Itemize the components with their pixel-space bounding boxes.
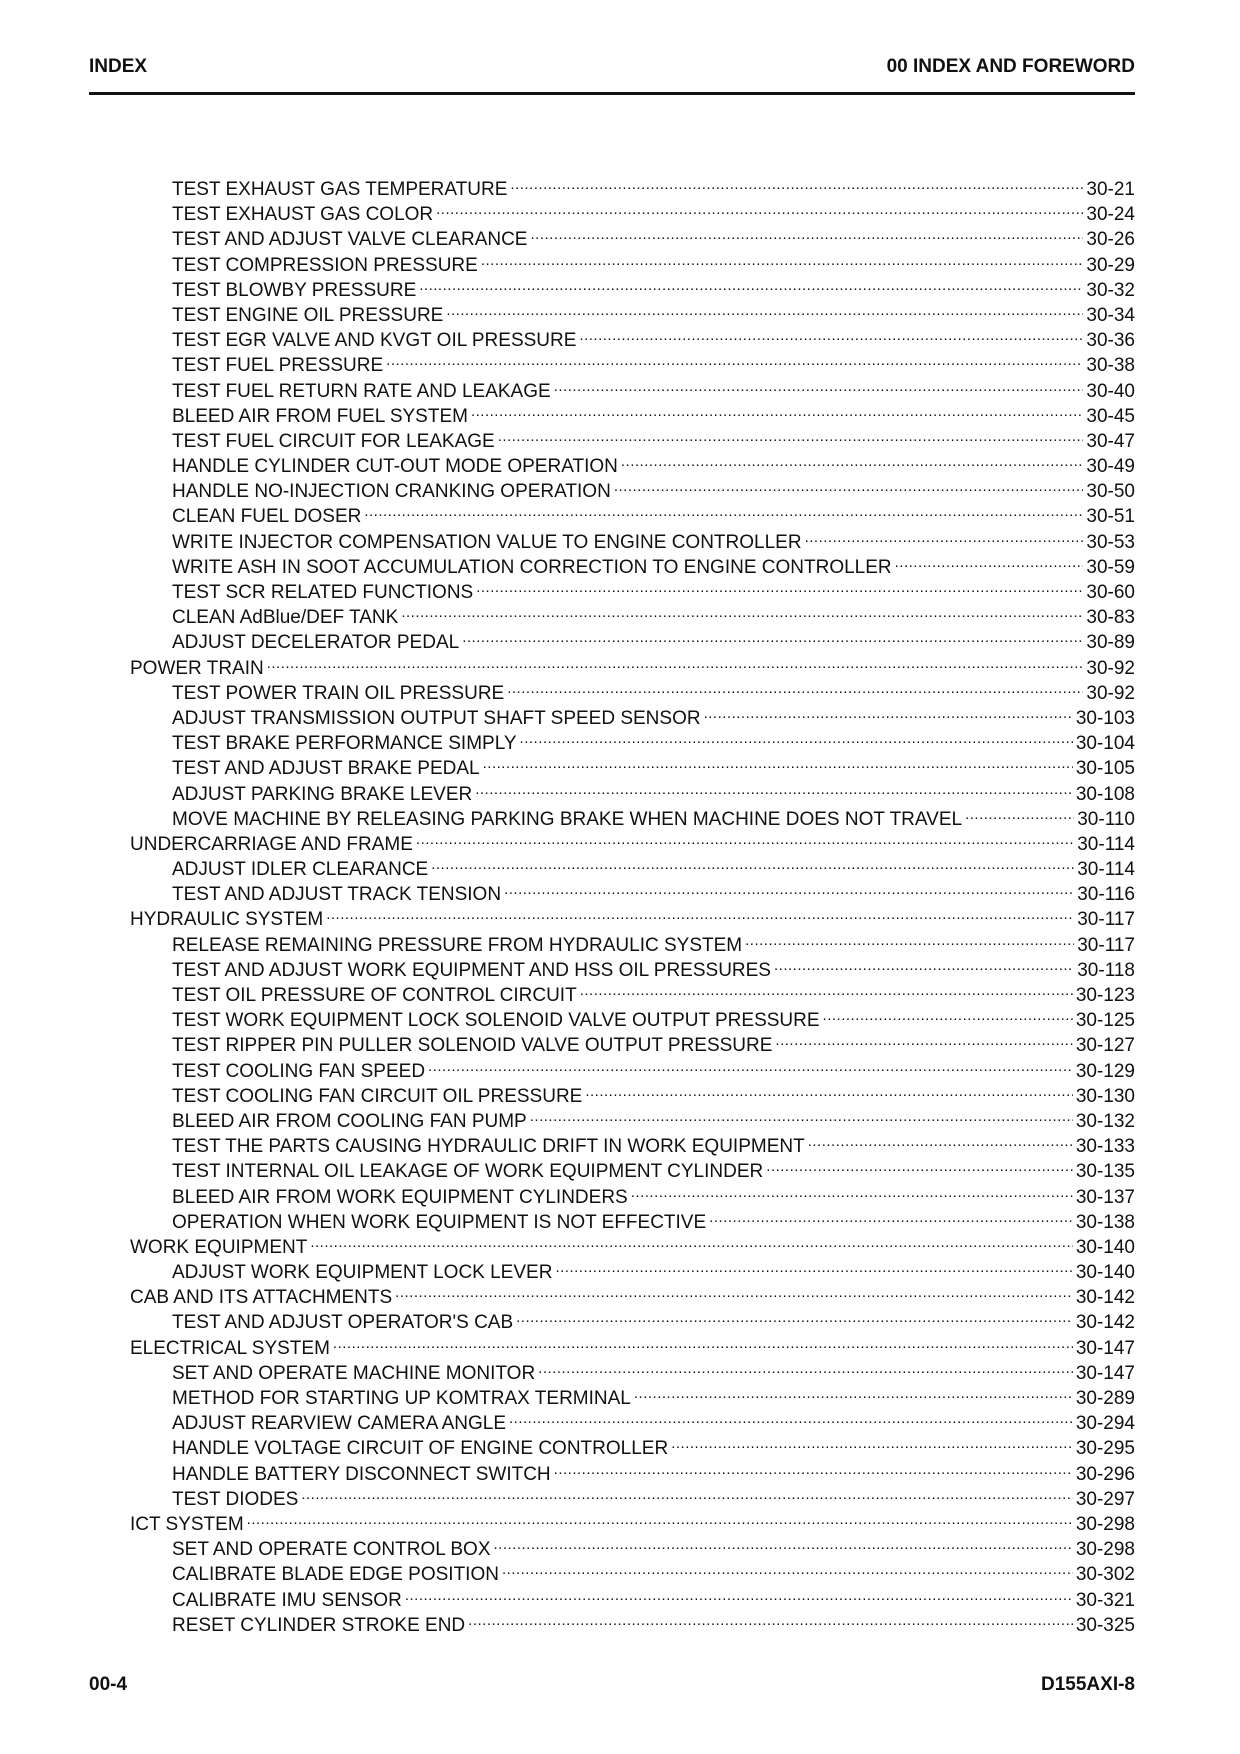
toc-dot-leader <box>401 598 1083 623</box>
toc-entry-title: HANDLE VOLTAGE CIRCUIT OF ENGINE CONTROLLER <box>172 1438 669 1460</box>
toc-entry-page: 30-123 <box>1075 985 1135 1006</box>
toc-entry-page: 30-92 <box>1086 682 1135 704</box>
toc-entry-title: CAB AND ITS ATTACHMENTS <box>130 1287 393 1309</box>
toc-entry-page: 30-289 <box>1075 1388 1135 1409</box>
toc-entry-title: CALIBRATE BLADE EDGE POSITION <box>172 1564 499 1586</box>
toc-entry-page: 30-296 <box>1075 1463 1135 1485</box>
toc-entry-title: TEST AND ADJUST TRACK TENSION <box>172 884 502 906</box>
toc-entry-title: TEST COOLING FAN SPEED <box>172 1060 426 1082</box>
toc-entry-page: 30-40 <box>1086 380 1135 402</box>
toc-entry-page: 30-21 <box>1086 179 1135 200</box>
toc-entry-title: TEST ENGINE OIL PRESSURE <box>172 304 444 326</box>
toc-entry-title: POWER TRAIN <box>130 657 264 679</box>
toc-dot-leader <box>267 649 1084 674</box>
toc-dot-leader <box>895 548 1084 573</box>
toc-entry-title: TEST EGR VALVE AND KVGT OIL PRESSURE <box>172 330 577 352</box>
toc-entry-title: HYDRAULIC SYSTEM <box>130 909 324 931</box>
toc-entry-page: 30-114 <box>1077 833 1135 855</box>
toc-entry-page: 30-92 <box>1086 657 1135 679</box>
toc-entry-title: UNDERCARRIAGE AND FRAME <box>130 833 413 855</box>
toc-entry-title: METHOD FOR STARTING UP KOMTRAX TERMINAL <box>172 1388 631 1409</box>
toc-entry-title: TEST OIL PRESSURE OF CONTROL CIRCUIT <box>172 985 577 1006</box>
toc-dot-leader <box>247 1505 1073 1530</box>
toc-entry-title: MOVE MACHINE BY RELEASING PARKING BRAKE WHEN MACHINE DOES NOT TRAVEL <box>172 808 963 830</box>
toc-entry-page: 30-60 <box>1086 582 1135 603</box>
toc-dot-leader <box>704 699 1073 724</box>
toc-entry-page: 30-133 <box>1075 1136 1135 1158</box>
toc-entry-page: 30-49 <box>1086 456 1135 478</box>
toc-entry-title: CLEAN AdBlue/DEF TANK <box>172 607 399 629</box>
toc-entry-title: TEST AND ADJUST WORK EQUIPMENT AND HSS OIL PRESSURES <box>172 959 771 981</box>
toc-entry-title: OPERATION WHEN WORK EQUIPMENT IS NOT EFFECTIVE <box>172 1211 707 1233</box>
toc-entry-title: HANDLE BATTERY DISCONNECT SWITCH <box>172 1463 551 1485</box>
toc-entry-title: TEST SCR RELATED FUNCTIONS <box>172 582 474 603</box>
toc-entry-page: 30-29 <box>1086 254 1135 276</box>
toc-entry-title: RESET CYLINDER STROKE END <box>172 1614 466 1636</box>
toc-entry-title: TEST COMPRESSION PRESSURE <box>172 254 478 276</box>
toc-entry-page: 30-127 <box>1075 1035 1135 1057</box>
toc-entry-page: 30-321 <box>1075 1589 1135 1611</box>
toc-entry-title: TEST EXHAUST GAS COLOR <box>172 204 434 226</box>
toc-entry-title: TEST AND ADJUST BRAKE PEDAL <box>172 758 480 780</box>
toc-entry-title: TEST POWER TRAIN OIL PRESSURE <box>172 682 505 704</box>
toc-dot-leader <box>554 1455 1073 1480</box>
toc-entry-page: 30-295 <box>1075 1438 1135 1460</box>
toc-entry-page: 30-24 <box>1086 204 1135 226</box>
toc-dot-leader <box>483 749 1073 774</box>
toc-entry-page: 30-103 <box>1075 707 1135 729</box>
toc-entry-title: TEST COOLING FAN CIRCUIT OIL PRESSURE <box>172 1085 583 1107</box>
toc-entry-title: ADJUST IDLER CLEARANCE <box>172 859 429 881</box>
toc-entry-title: SET AND OPERATE CONTROL BOX <box>172 1539 491 1561</box>
toc-dot-leader <box>774 951 1074 976</box>
toc-entry-page: 30-83 <box>1086 607 1135 629</box>
toc-entry-page: 30-140 <box>1075 1236 1135 1258</box>
toc-entry-title: BLEED AIR FROM FUEL SYSTEM <box>172 405 468 427</box>
toc-entry-title: CALIBRATE IMU SENSOR <box>172 1589 402 1611</box>
toc-entry-page: 30-125 <box>1075 1010 1135 1032</box>
toc-dot-leader <box>510 170 1083 195</box>
toc-entry-page: 30-297 <box>1075 1488 1135 1510</box>
toc-entry-title: SET AND OPERATE MACHINE MONITOR <box>172 1362 536 1384</box>
toc-dot-leader <box>507 674 1083 699</box>
toc-dot-leader <box>614 472 1084 497</box>
toc-dot-leader <box>965 800 1074 825</box>
toc-entry-title: TEST INTERNAL OIL LEAKAGE OF WORK EQUIPMENT CYLINDER <box>172 1161 764 1183</box>
toc-dot-leader <box>462 623 1083 648</box>
toc-dot-leader <box>805 523 1084 548</box>
toc-entry-title: ADJUST DECELERATOR PEDAL <box>172 632 460 654</box>
toc-entry-title: TEST RIPPER PIN PULLER SOLENOID VALVE OUTPUT PRESSURE <box>172 1035 773 1057</box>
toc-dot-leader <box>333 1329 1073 1354</box>
toc-entry-title: TEST BLOWBY PRESSURE <box>172 279 417 301</box>
toc-dot-leader <box>364 497 1083 522</box>
toc-entry-title: ELECTRICAL SYSTEM <box>130 1337 330 1359</box>
toc-dot-leader <box>428 1052 1073 1077</box>
toc-entry-title: ADJUST REARVIEW CAMERA ANGLE <box>172 1413 506 1435</box>
toc-section-entry[interactable] <box>130 649 1135 679</box>
toc-dot-leader <box>301 1480 1072 1505</box>
toc-dot-leader <box>504 875 1074 900</box>
toc-dot-leader <box>579 321 1083 346</box>
toc-entry-title: WRITE INJECTOR COMPENSATION VALUE TO ENGINE CONTROLLER <box>172 531 802 553</box>
toc-dot-leader <box>621 447 1084 472</box>
toc-entry-page: 30-26 <box>1086 229 1135 251</box>
header-section-label: INDEX <box>89 56 148 77</box>
toc-dot-leader <box>520 724 1073 749</box>
toc-entry-page: 30-129 <box>1075 1060 1135 1082</box>
toc-dot-leader <box>530 220 1083 245</box>
toc-entry-page: 30-142 <box>1075 1312 1135 1334</box>
toc-entry-title: TEST WORK EQUIPMENT LOCK SOLENOID VALVE OUTPUT PRESSURE <box>172 1010 820 1032</box>
toc-dot-leader <box>476 573 1083 598</box>
page-number: 00-4 <box>89 1674 128 1695</box>
toc-dot-leader <box>745 926 1074 951</box>
toc-dot-leader <box>671 1429 1073 1454</box>
toc-entry-title: HANDLE CYLINDER CUT-OUT MODE OPERATION <box>172 456 618 478</box>
toc-entry-page: 30-118 <box>1077 959 1135 981</box>
toc-entry-page: 30-137 <box>1075 1186 1135 1208</box>
toc-entry-page: 30-142 <box>1075 1287 1135 1309</box>
toc-dot-leader <box>775 1026 1072 1051</box>
model-code: D155AXI-8 <box>1041 1674 1135 1695</box>
toc-dot-leader <box>554 372 1084 397</box>
toc-entry-page: 30-59 <box>1086 556 1135 578</box>
toc-entry-page: 30-325 <box>1075 1614 1135 1636</box>
toc-entry-title: RELEASE REMAINING PRESSURE FROM HYDRAULIC SYSTEM <box>172 934 743 956</box>
toc-dot-leader <box>471 397 1083 422</box>
toc-entry-title: TEST BRAKE PERFORMANCE SIMPLY <box>172 733 517 755</box>
toc-dot-leader <box>631 1178 1073 1203</box>
toc-entry-page: 30-36 <box>1086 330 1135 352</box>
toc-entry-page: 30-116 <box>1077 884 1135 906</box>
toc-entry-page: 30-108 <box>1075 783 1135 805</box>
table-of-contents <box>130 170 1135 1636</box>
toc-entry-page: 30-298 <box>1075 1539 1135 1561</box>
toc-entry-page: 30-45 <box>1086 405 1135 427</box>
toc-entry-page: 30-34 <box>1086 304 1135 326</box>
toc-entry-page: 30-38 <box>1086 355 1135 377</box>
toc-entry-title: WORK EQUIPMENT <box>130 1236 308 1258</box>
toc-entry-title: ADJUST TRANSMISSION OUTPUT SHAFT SPEED SENSOR <box>172 707 701 729</box>
toc-dot-leader <box>516 1303 1073 1328</box>
toc-section-entry[interactable] <box>130 1505 1135 1535</box>
toc-entry-page: 30-51 <box>1086 506 1135 528</box>
toc-subentry[interactable] <box>130 170 1135 200</box>
toc-entry-page: 30-104 <box>1075 733 1135 755</box>
toc-dot-leader <box>386 346 1083 371</box>
toc-entry-title: BLEED AIR FROM WORK EQUIPMENT CYLINDERS <box>172 1186 628 1208</box>
toc-dot-leader <box>310 1228 1072 1253</box>
toc-dot-leader <box>405 1581 1073 1606</box>
page-header <box>89 56 1135 95</box>
toc-dot-leader <box>502 1555 1073 1580</box>
toc-entry-page: 30-117 <box>1077 909 1135 931</box>
toc-entry-title: HANDLE NO-INJECTION CRANKING OPERATION <box>172 481 611 503</box>
toc-dot-leader <box>468 1606 1073 1631</box>
toc-entry-title: TEST FUEL CIRCUIT FOR LEAKAGE <box>172 430 495 452</box>
header-chapter-title: 00 INDEX AND FOREWORD <box>886 56 1135 77</box>
toc-entry-title: ADJUST PARKING BRAKE LEVER <box>172 783 473 805</box>
toc-entry-title: BLEED AIR FROM COOLING FAN PUMP <box>172 1110 527 1132</box>
toc-subentry[interactable] <box>130 1530 1135 1561</box>
toc-entry-page: 30-302 <box>1075 1564 1135 1586</box>
toc-entry-page: 30-140 <box>1075 1262 1135 1284</box>
toc-entry-page: 30-147 <box>1075 1362 1135 1384</box>
toc-dot-leader <box>585 1077 1072 1102</box>
toc-dot-leader <box>766 1152 1073 1177</box>
toc-dot-leader <box>326 900 1074 925</box>
toc-entry-title: WRITE ASH IN SOOT ACCUMULATION CORRECTION TO ENGINE CONTROLLER <box>172 556 892 578</box>
toc-dot-leader <box>808 1127 1073 1152</box>
toc-dot-leader <box>419 271 1083 296</box>
toc-entry-page: 30-50 <box>1086 481 1135 503</box>
toc-entry-title: TEST AND ADJUST OPERATOR'S CAB <box>172 1312 514 1334</box>
toc-dot-leader <box>436 195 1083 220</box>
toc-dot-leader <box>823 1001 1073 1026</box>
toc-entry-title: TEST DIODES <box>172 1488 299 1510</box>
toc-entry-title: TEST EXHAUST GAS TEMPERATURE <box>172 179 508 200</box>
toc-entry-page: 30-132 <box>1075 1110 1135 1132</box>
toc-dot-leader <box>509 1404 1073 1429</box>
toc-entry-page: 30-110 <box>1077 808 1135 830</box>
toc-entry-page: 30-105 <box>1075 758 1135 780</box>
toc-entry-page: 30-32 <box>1086 279 1135 301</box>
toc-entry-page: 30-114 <box>1077 859 1135 881</box>
toc-dot-leader <box>555 1253 1072 1278</box>
toc-entry-page: 30-298 <box>1075 1513 1135 1535</box>
toc-dot-leader <box>709 1203 1073 1228</box>
toc-entry-page: 30-117 <box>1077 934 1135 956</box>
toc-entry-title: TEST THE PARTS CAUSING HYDRAULIC DRIFT IN WORK EQUIPMENT <box>172 1136 805 1158</box>
toc-entry-page: 30-47 <box>1086 430 1135 452</box>
toc-entry-page: 30-53 <box>1086 531 1135 553</box>
toc-dot-leader <box>494 1530 1073 1555</box>
toc-dot-leader <box>481 246 1084 271</box>
toc-subentry[interactable] <box>130 674 1135 704</box>
toc-entry-page: 30-147 <box>1075 1337 1135 1359</box>
toc-entry-title: CLEAN FUEL DOSER <box>172 506 362 528</box>
toc-dot-leader <box>475 775 1073 800</box>
toc-entry-page: 30-294 <box>1075 1413 1135 1435</box>
toc-entry-page: 30-89 <box>1086 632 1135 654</box>
toc-dot-leader <box>416 825 1074 850</box>
toc-entry-page: 30-130 <box>1075 1085 1135 1107</box>
toc-entry-title: TEST FUEL RETURN RATE AND LEAKAGE <box>172 380 551 402</box>
toc-dot-leader <box>530 1102 1073 1127</box>
toc-entry-page: 30-135 <box>1075 1161 1135 1183</box>
toc-dot-leader <box>498 422 1084 447</box>
toc-dot-leader <box>446 296 1083 321</box>
toc-dot-leader <box>431 850 1074 875</box>
toc-dot-leader <box>634 1379 1073 1404</box>
toc-dot-leader <box>538 1354 1073 1379</box>
toc-entry-title: TEST AND ADJUST VALVE CLEARANCE <box>172 229 528 251</box>
toc-entry-title: ADJUST WORK EQUIPMENT LOCK LEVER <box>172 1262 553 1284</box>
toc-dot-leader <box>580 976 1073 1001</box>
toc-dot-leader <box>395 1278 1073 1303</box>
toc-entry-title: TEST FUEL PRESSURE <box>172 355 384 377</box>
toc-entry-page: 30-138 <box>1075 1211 1135 1233</box>
toc-entry-title: ICT SYSTEM <box>130 1513 244 1535</box>
